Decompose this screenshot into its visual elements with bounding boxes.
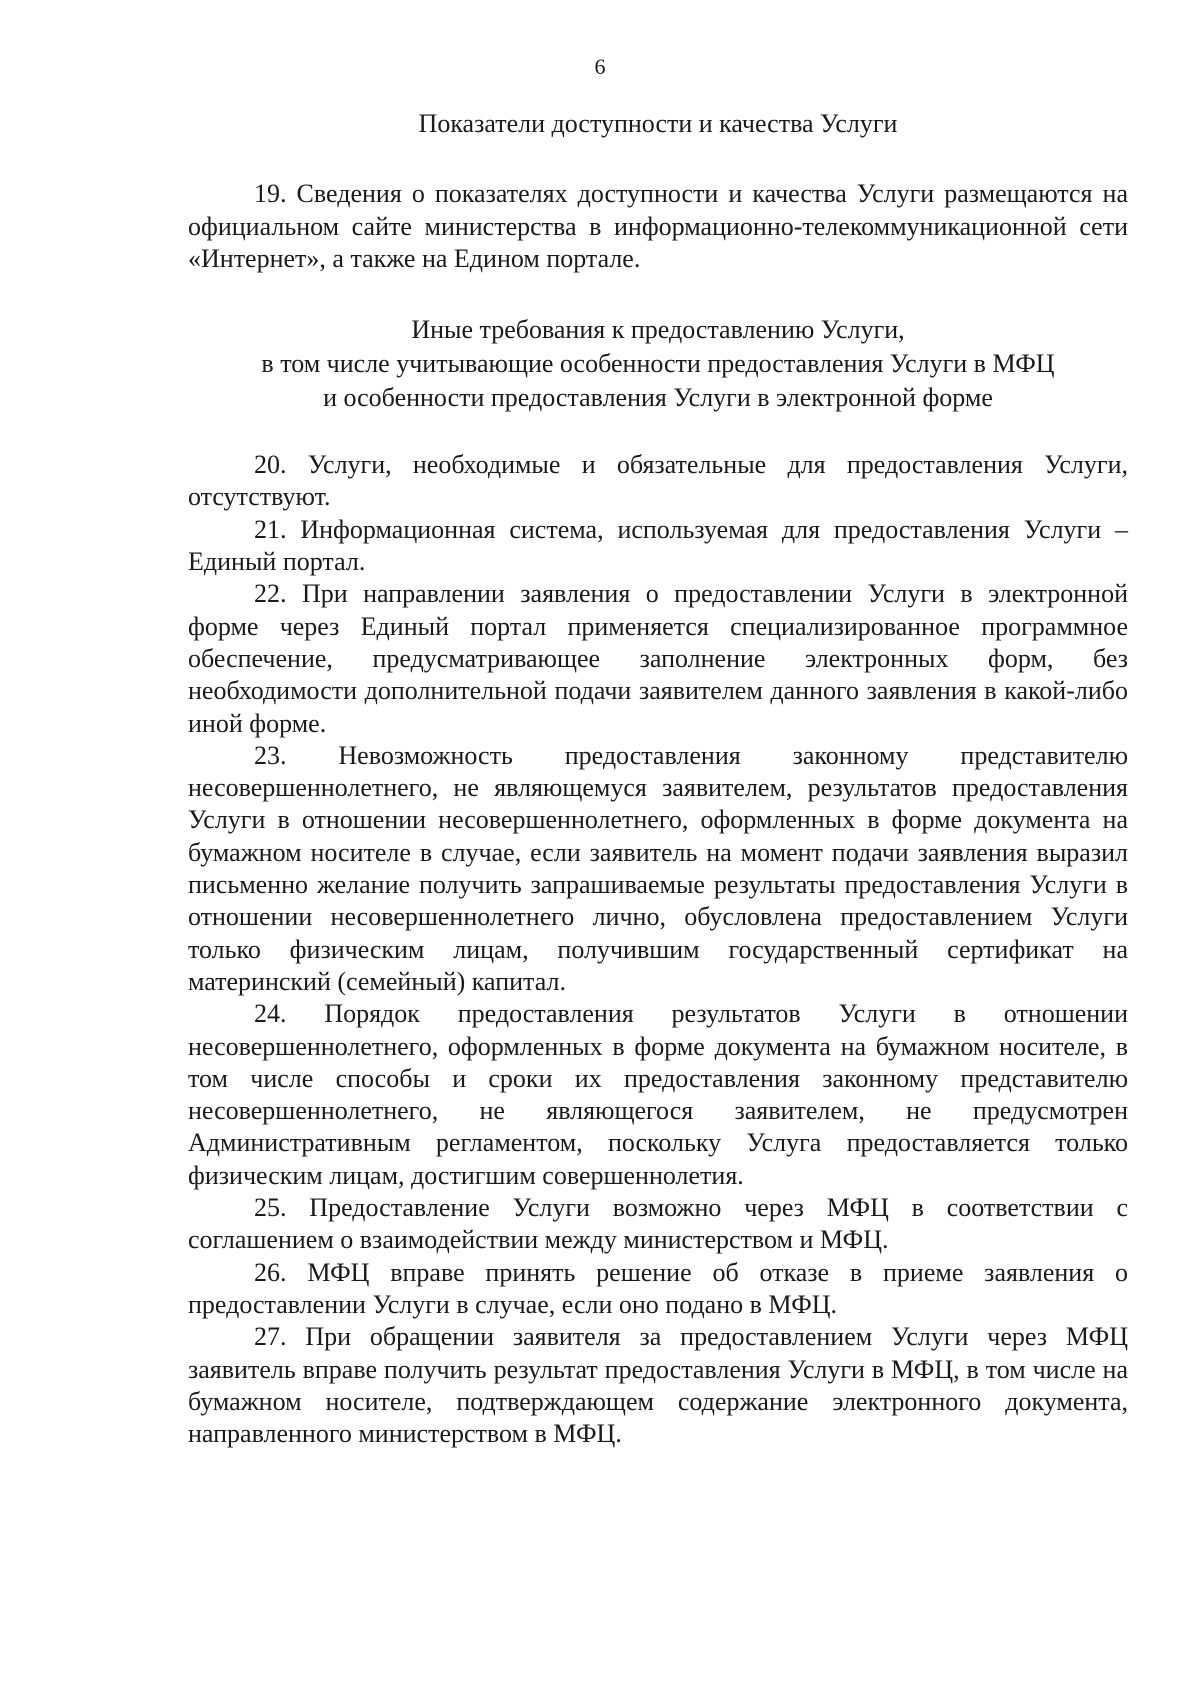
paragraph-25: 25. Предоставление Услуги возможно через МФЦ в соответствии с соглашением о взаимодействии между министерством и МФЦ.: [188, 1193, 1128, 1255]
paragraph-26: 26. МФЦ вправе принять решение об отказе в приеме заявления о предоставлении Услуги в случае, если оно подано в МФЦ.: [188, 1257, 1128, 1319]
paragraph-22: 22. При направлении заявления о предоставлении Услуги в электронной форме через Единый портал применяется специализированное программное обеспечение, предусматривающее заполнение электронных форм, без необходимости дополнительной подачи заявителем данного заявления в какой-либо иной форме.: [188, 579, 1128, 738]
paragraph-21: 21. Информационная система, используемая для предоставления Услуги – Единый портал.: [188, 514, 1128, 577]
page-number: 6: [594, 54, 606, 79]
paragraph-20: 20. Услуги, необходимые и обязательные для предоставления Услуги, отсутствуют.: [188, 450, 1128, 512]
section-heading-other-requirements: [188, 313, 1128, 415]
paragraph-24: 24. Порядок предоставления результатов Услуги в отношении несовершеннолетнего, оформленных в форме документа на бумажном носителе, в том числе способы и сроки их предоставления законному представителю несовершеннолетнего, не являющегося заявителем, не предусмотрен Административным регламентом, поскольку Услуга предоставляется только физическим лицам, достигшим совершеннолетия.: [188, 999, 1128, 1190]
heading-line-1: Иные требования к предоставлению Услуги,: [411, 315, 905, 345]
paragraph-27: 27. При обращении заявителя за предоставлением Услуги через МФЦ заявитель вправе получить результат предоставления Услуги в МФЦ, в том числе на бумажном носителе, подтверждающем содержание электронного документа, направленного министерством в МФЦ.: [188, 1322, 1128, 1449]
paragraph-19: 19. Сведения о показателях доступности и качества Услуги размещаются на официальном сайте министерства в информационно-телекоммуникационной сети «Интернет», а также на Едином портале.: [188, 179, 1128, 273]
heading-line-2: в том числе учитывающие особенности предоставления Услуги в МФЦ: [261, 349, 1055, 379]
document-body: [188, 108, 1128, 1450]
section-heading-quality: Показатели доступности и качества Услуги: [418, 109, 898, 138]
paragraph-23: 23. Невозможность предоставления законному представителю несовершеннолетнего, не являющемуся заявителем, результатов предоставления Услуги в отношении несовершеннолетнего, оформленных в форме документа на бумажном носителе в случае, если заявитель на момент подачи заявления выразил письменно желание получить запрашиваемые результаты предоставления Услуги в отношении несовершеннолетнего лично, обусловлена предоставлением Услуги только физическим лицам, получившим государственный сертификат на материнский (семейный) капитал.: [188, 740, 1128, 996]
heading-line-3: и особенности предоставления Услуги в электронной форме: [323, 383, 993, 413]
